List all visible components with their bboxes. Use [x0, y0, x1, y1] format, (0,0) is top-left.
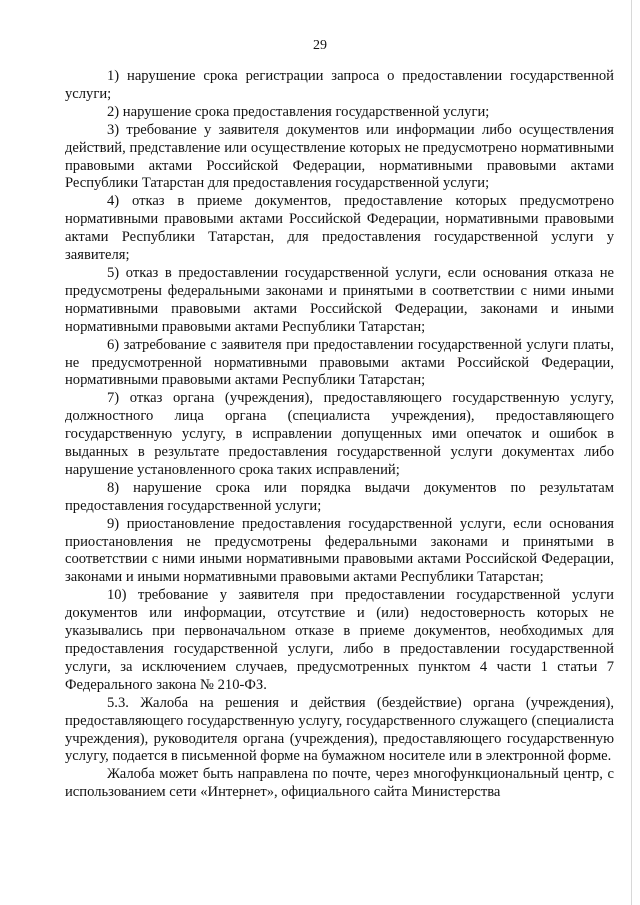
paragraph-item-6: 6) затребование с заявителя при предоставлении государственной услуги платы, не предусмотренной нормативными правовыми актами Российской Федерации, нормативными правовыми актами Республики Татарстан;	[65, 336, 614, 389]
document-body	[65, 68, 614, 802]
paragraph-item-7: 7) отказ органа (учреждения), предоставляющего государственную услугу, должностного лица органа (специалиста учреждения), предоставляющего государственную услугу, в исправлении допущенных ими опечаток и ошибок в выданных в результате предоставления государственной услуги документах либо нарушение установленного срока таких исправлений;	[65, 390, 614, 478]
paragraph-item-3: 3) требование у заявителя документов или информации либо осуществления действий, представление или осуществление которых не предусмотрено нормативными правовыми актами Российской Федерации, нормативными правовыми актами Республики Татарстан для предоставления государственной услуги;	[65, 121, 614, 192]
paragraph-item-4: 4) отказ в приеме документов, предоставление которых предусмотрено нормативными правовыми актами Российской Федерации, нормативными правовыми актами Республики Татарстан, для предоставления государственной услуги у заявителя;	[65, 193, 614, 264]
paragraph-item-9: 9) приостановление предоставления государственной услуги, если основания приостановления не предусмотрены федеральными законами и принятыми в соответствии с ними иными нормативными правовыми актами Российской Федерации, законами и иными нормативными правовыми актами Республики Татарстан;	[65, 515, 614, 586]
page-number: 29	[313, 38, 327, 53]
paragraph-item-10: 10) требование у заявителя при предоставлении государственной услуги документов или информации, отсутствие и (или) недостоверность которых не указывались при первоначальном отказе в приеме документов, необходимых для предоставления государственной услуги, либо в предоставлении государственной услуги, за исключением случаев, предусмотренных пунктом 4 части 1 статьи 7 Федерального закона № 210-ФЗ.	[65, 587, 614, 693]
page-edge-line	[631, 0, 632, 905]
paragraph-complaint-submission: Жалоба может быть направлена по почте, через многофункциональный центр, с использованием сети «Интернет», официального сайта Министерства	[65, 766, 614, 801]
paragraph-item-1: 1) нарушение срока регистрации запроса о предоставлении государственной услуги;	[65, 68, 614, 102]
paragraph-item-5: 5) отказ в предоставлении государственной услуги, если основания отказа не предусмотрены федеральными законами и принятыми в соответствии с ними иными нормативными правовыми актами Российской Федерации, законами и иными нормативными правовыми актами Республики Татарстан;	[65, 264, 614, 335]
paragraph-section-5-3: 5.3. Жалоба на решения и действия (бездействие) органа (учреждения), предоставляющего государственную услугу, государственного служащего (специалиста учреждения), руководителя органа (учреждения), предоставляющего государственную услугу, подается в письменной форме на бумажном носителе или в электронной форме.	[65, 694, 614, 765]
paragraph-item-8: 8) нарушение срока или порядка выдачи документов по результатам предоставления государственной услуги;	[65, 479, 614, 514]
paragraph-item-2: 2) нарушение срока предоставления государственной услуги;	[107, 103, 490, 120]
